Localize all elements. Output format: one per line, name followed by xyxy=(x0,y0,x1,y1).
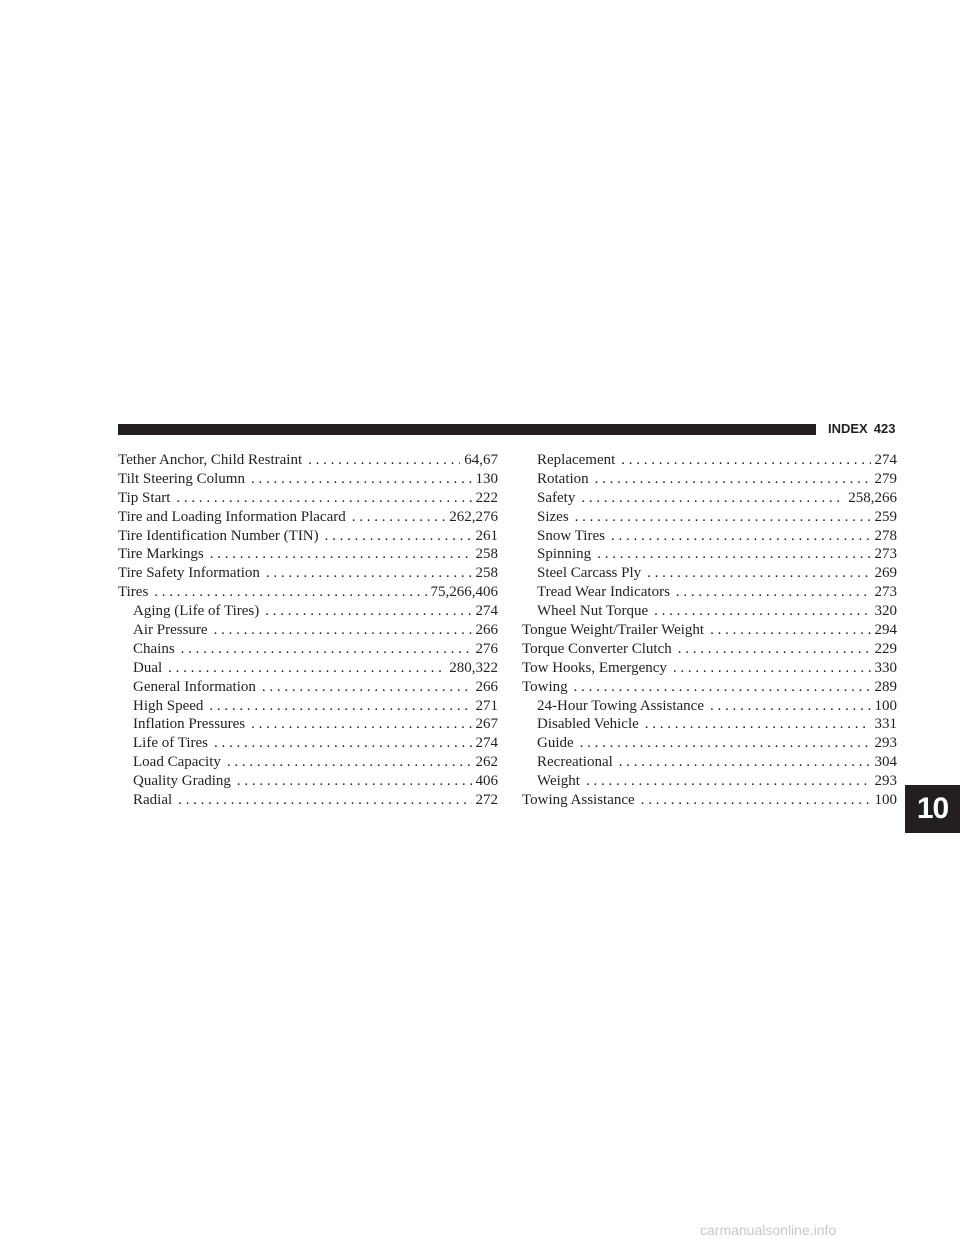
dot-leader xyxy=(654,602,870,621)
dot-leader xyxy=(262,678,472,697)
index-subentry xyxy=(118,640,498,659)
index-subentry xyxy=(118,602,498,621)
dot-leader xyxy=(176,489,471,508)
entry-label: General Information xyxy=(133,678,256,695)
dot-leader xyxy=(210,545,472,564)
index-subentry xyxy=(522,753,897,772)
entry-page-ref: 320 xyxy=(874,603,897,620)
dot-leader xyxy=(580,734,871,753)
entry-page-ref: 279 xyxy=(874,470,897,487)
index-subentry xyxy=(522,451,897,470)
dot-leader xyxy=(581,489,844,508)
entry-page-ref: 259 xyxy=(874,508,897,525)
index-subentry xyxy=(118,772,498,791)
dot-leader xyxy=(574,678,871,697)
index-subentry xyxy=(522,545,897,564)
dot-leader xyxy=(619,753,871,772)
entry-page-ref: 293 xyxy=(874,773,897,790)
entry-page-ref: 229 xyxy=(874,640,897,657)
entry-label: Towing Assistance xyxy=(522,792,635,809)
entry-page-ref: 274 xyxy=(874,452,897,468)
entry-page-ref: 258 xyxy=(475,546,498,563)
entry-page-ref: 304 xyxy=(874,754,897,771)
entry-page-ref: 276 xyxy=(475,640,498,657)
entry-page-ref: 278 xyxy=(874,527,897,544)
entry-label: Tip Start xyxy=(118,489,171,506)
dot-leader xyxy=(214,621,472,640)
dot-leader xyxy=(227,753,472,772)
entry-label: Tether Anchor, Child Restraint xyxy=(118,452,303,468)
running-header xyxy=(828,421,895,437)
entry-label: Safety xyxy=(537,489,576,506)
entry-page-ref: 272 xyxy=(475,792,498,809)
entry-page-ref: 258,266 xyxy=(848,489,897,506)
entry-label: Guide xyxy=(537,735,574,752)
entry-label: Towing xyxy=(522,678,568,695)
index-entry xyxy=(522,791,897,810)
entry-label: Air Pressure xyxy=(133,622,208,639)
page-number: 423 xyxy=(873,421,896,436)
index-entry xyxy=(118,508,498,527)
entry-label: Tire Markings xyxy=(118,546,204,563)
entry-page-ref: 274 xyxy=(475,735,498,752)
entry-label: Replacement xyxy=(537,452,616,468)
dot-leader xyxy=(214,734,472,753)
entry-page-ref: 330 xyxy=(874,659,897,676)
dot-leader xyxy=(676,583,871,602)
entry-label: Radial xyxy=(133,792,173,809)
entry-page-ref: 289 xyxy=(874,678,897,695)
entry-page-ref: 271 xyxy=(475,697,498,714)
entry-page-ref: 293 xyxy=(874,735,897,752)
entry-label: Tire Identification Number (TIN) xyxy=(118,527,319,544)
entry-label: Life of Tires xyxy=(133,735,208,752)
index-column-left xyxy=(118,451,498,810)
dot-leader xyxy=(595,470,871,489)
header-section-label: INDEX xyxy=(828,421,868,436)
entry-page-ref: 273 xyxy=(874,546,897,563)
entry-label: Torque Converter Clutch xyxy=(522,640,672,657)
dot-leader xyxy=(597,545,870,564)
dot-leader xyxy=(251,715,471,734)
entry-page-ref: 100 xyxy=(874,792,897,809)
dot-leader xyxy=(154,583,426,602)
dot-leader xyxy=(265,602,471,621)
dot-leader xyxy=(611,527,871,546)
entry-page-ref: 267 xyxy=(475,716,498,733)
index-entry xyxy=(118,564,498,583)
index-entry xyxy=(522,659,897,678)
index-column-right xyxy=(522,451,897,810)
entry-label: Wheel Nut Torque xyxy=(537,603,649,620)
entry-label: Tire and Loading Information Placard xyxy=(118,508,346,525)
index-subentry xyxy=(522,470,897,489)
dot-leader xyxy=(209,697,471,716)
entry-page-ref: 100 xyxy=(874,697,897,714)
index-entry xyxy=(118,451,498,470)
index-subentry xyxy=(118,678,498,697)
dot-leader xyxy=(251,470,472,489)
dot-leader xyxy=(710,697,871,716)
index-subentry xyxy=(118,734,498,753)
entry-page-ref: 261 xyxy=(475,527,498,544)
index-subentry xyxy=(522,697,897,716)
entry-page-ref: 294 xyxy=(874,622,897,639)
index-entry xyxy=(118,583,498,602)
entry-label: Quality Grading xyxy=(133,773,231,790)
index-entry xyxy=(118,545,498,564)
dot-leader xyxy=(308,451,460,470)
dot-leader xyxy=(266,564,472,583)
index-entry xyxy=(118,527,498,546)
dot-leader xyxy=(678,640,871,659)
entry-page-ref: 274 xyxy=(475,603,498,620)
entry-page-ref: 75,266,406 xyxy=(430,584,498,601)
dot-leader xyxy=(673,659,871,678)
entry-label: Weight xyxy=(537,773,580,790)
entry-label: Tilt Steering Column xyxy=(118,470,245,487)
entry-page-ref: 130 xyxy=(475,470,498,487)
dot-leader xyxy=(237,772,472,791)
entry-label: Load Capacity xyxy=(133,754,221,771)
header-rule xyxy=(118,424,816,435)
index-subentry xyxy=(522,489,897,508)
entry-label: Dual xyxy=(133,659,163,676)
index-subentry xyxy=(522,583,897,602)
index-subentry xyxy=(118,697,498,716)
entry-label: Recreational xyxy=(537,754,613,771)
entry-label: Aging (Life of Tires) xyxy=(133,603,260,620)
entry-page-ref: 273 xyxy=(874,584,897,601)
dot-leader xyxy=(621,451,870,470)
entry-page-ref: 64,67 xyxy=(464,452,498,468)
entry-page-ref: 406 xyxy=(475,773,498,790)
entry-label: Disabled Vehicle xyxy=(537,716,639,733)
index-entry xyxy=(522,678,897,697)
dot-leader xyxy=(325,527,472,546)
entry-label: Inflation Pressures xyxy=(133,716,246,733)
entry-page-ref: 258 xyxy=(475,565,498,582)
index-subentry xyxy=(118,659,498,678)
entry-label: Steel Carcass Ply xyxy=(537,565,642,582)
entry-label: Spinning xyxy=(537,546,592,563)
entry-page-ref: 266 xyxy=(475,678,498,695)
index-entry xyxy=(522,640,897,659)
index-subentry xyxy=(522,508,897,527)
entry-page-ref: 262,276 xyxy=(449,508,498,525)
index-subentry xyxy=(522,602,897,621)
dot-leader xyxy=(641,791,871,810)
dot-leader xyxy=(178,791,471,810)
dot-leader xyxy=(586,772,871,791)
index-subentry xyxy=(118,753,498,772)
dot-leader xyxy=(168,659,445,678)
entry-label: Chains xyxy=(133,640,175,657)
entry-label: 24-Hour Towing Assistance xyxy=(537,697,704,714)
dot-leader xyxy=(575,508,871,527)
entry-label: Tires xyxy=(118,584,149,601)
index-subentry xyxy=(522,527,897,546)
entry-page-ref: 331 xyxy=(874,716,897,733)
entry-label: High Speed xyxy=(133,697,204,714)
entry-label: Tow Hooks, Emergency xyxy=(522,659,667,676)
entry-label: Tire Safety Information xyxy=(118,565,260,582)
index-subentry xyxy=(522,772,897,791)
index-subentry xyxy=(522,564,897,583)
index-entry xyxy=(118,489,498,508)
entry-label: Tread Wear Indicators xyxy=(537,584,670,601)
watermark: carmanualsonline.info xyxy=(700,1222,837,1238)
entry-label: Sizes xyxy=(537,508,569,525)
entry-page-ref: 222 xyxy=(475,489,498,506)
dot-leader xyxy=(647,564,870,583)
dot-leader xyxy=(352,508,446,527)
index-subentry xyxy=(522,715,897,734)
entry-page-ref: 269 xyxy=(874,565,897,582)
index-subentry xyxy=(118,621,498,640)
dot-leader xyxy=(710,621,870,640)
index-subentry xyxy=(118,715,498,734)
index-entry xyxy=(522,621,897,640)
index-entry xyxy=(118,470,498,489)
index-subentry xyxy=(522,734,897,753)
dot-leader xyxy=(181,640,472,659)
dot-leader xyxy=(645,715,871,734)
entry-label: Tongue Weight/Trailer Weight xyxy=(522,622,705,639)
entry-label: Rotation xyxy=(537,470,589,487)
entry-page-ref: 262 xyxy=(475,754,498,771)
entry-page-ref: 266 xyxy=(475,622,498,639)
entry-label: Snow Tires xyxy=(537,527,605,544)
entry-page-ref: 280,322 xyxy=(449,659,498,676)
index-subentry xyxy=(118,791,498,810)
section-tab: 10 xyxy=(905,785,960,833)
